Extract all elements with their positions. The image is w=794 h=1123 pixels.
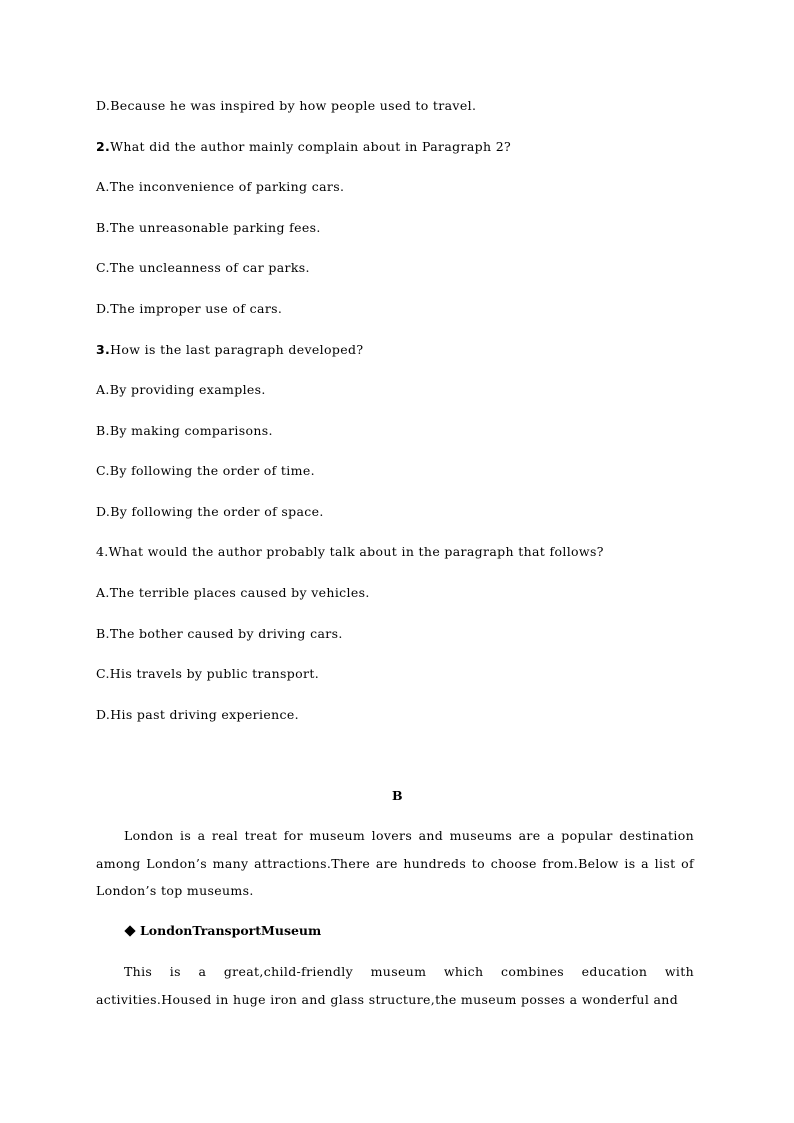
q4-option-b: B.The bother caused by driving cars. [96,626,343,641]
q2-option-c: C.The uncleanness of car parks. [96,260,310,275]
q2-option-a: A.The inconvenience of parking cars. [96,179,345,194]
q4-option-a: A.The terrible places caused by vehicles. [96,585,370,600]
museum-heading-text: LondonTransportMuseum [140,923,322,938]
diamond-bullet-icon [124,925,135,936]
q3-stem-text: How is the last paragraph developed? [110,342,364,357]
q4-option-c: C.His travels by public transport. [96,666,320,681]
section-b-intro: London is a real treat for museum lovers and museums are a popular destination among London’s many attractions.There are hundreds to choose from.Below is a list of London’s top museums. [96,828,694,898]
q3-number: 3. [96,342,111,357]
q4-stem [96,544,604,560]
q2-number: 2. [96,139,111,154]
q1-option-d: D.Because he was inspired by how people used to travel. [96,98,477,113]
q3-option-c: C.By following the order of time. [96,463,315,478]
q3-option-b: B.By making comparisons. [96,423,273,438]
q3-stem [96,342,363,358]
q4-stem-text: What would the author probably talk about in the paragraph that follows? [108,544,604,559]
q3-option-d: D.By following the order of space. [96,504,324,519]
q4-number: 4. [96,544,109,559]
q2-stem-text: What did the author mainly complain about in Paragraph 2? [110,139,512,154]
q2-option-d: D.The improper use of cars. [96,301,283,316]
museum-heading [124,923,321,938]
museum-paragraph: This is a great,child-friendly museum which combines education with activities.Housed in huge iron and glass structure,the museum posses a wonderful and [96,964,694,1007]
q2-option-b: B.The unreasonable parking fees. [96,220,321,235]
q2-stem [96,139,511,155]
q3-option-a: A.By providing examples. [96,382,266,397]
q4-option-d: D.His past driving experience. [96,707,299,722]
section-b-title: B [392,788,403,803]
